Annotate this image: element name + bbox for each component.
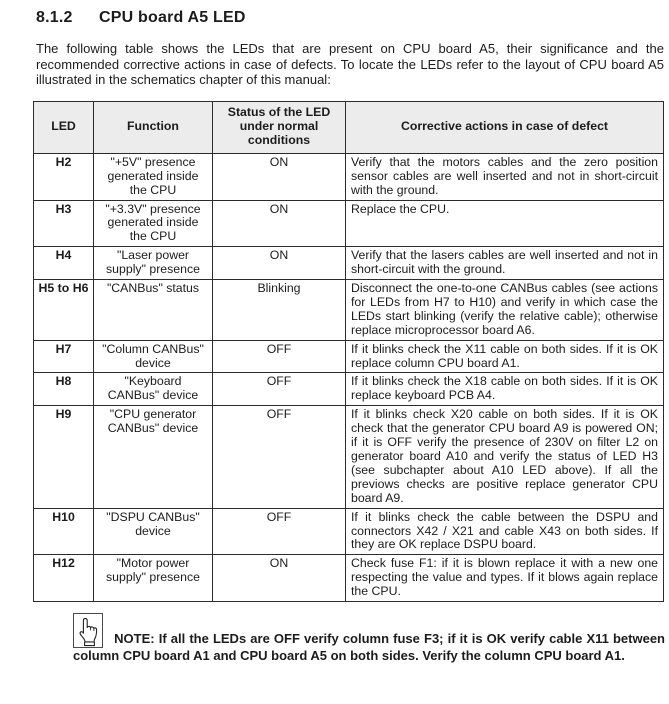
function-cell: "Laser power supply" presence — [94, 247, 213, 280]
header-function: Function — [94, 101, 213, 153]
led-cell: H2 — [34, 153, 94, 200]
action-cell: Verify that the motors cables and the zero position sensor cables are well inserted and not in short-circuit with the ground. — [346, 153, 664, 200]
status-cell: ON — [213, 153, 346, 200]
function-cell: "CANBus" status — [94, 280, 213, 341]
function-cell: "Keyboard CANBus" device — [94, 373, 213, 406]
table-row — [34, 555, 664, 602]
action-cell: If it blinks check the cable between the DSPU and connectors X42 / X21 and cable X43 on both sides. If they are OK replace DSPU board. — [346, 508, 664, 555]
led-cell: H5 to H6 — [34, 280, 94, 341]
section-heading — [36, 9, 662, 27]
led-cell: H4 — [34, 247, 94, 280]
status-cell: OFF — [213, 373, 346, 406]
function-cell: "Column CANBus" device — [94, 340, 213, 373]
action-cell: Disconnect the one-to-one CANBus cables (see actions for LEDs from H7 to H10) and verify in which case the LEDs start blinking (verify the relative cable); otherwise replace microprocessor board A6. — [346, 280, 664, 341]
pointing-hand-icon — [73, 613, 103, 648]
section-title: CPU board A5 LED — [99, 9, 246, 26]
table-row — [34, 340, 664, 373]
status-cell: ON — [213, 247, 346, 280]
table-header-row — [34, 101, 664, 153]
function-cell: "CPU generator CANBus" device — [94, 406, 213, 508]
status-cell: OFF — [213, 406, 346, 508]
header-corrective-actions: Corrective actions in case of defect — [346, 101, 664, 153]
note-text: If all the LEDs are OFF verify column fuse F3; if it is OK verify cable X11 between column CPU board A1 and CPU board A5 on both sides. Verify the column CPU board A1. — [73, 631, 665, 664]
table-row — [34, 406, 664, 508]
led-cell: H3 — [34, 200, 94, 247]
led-cell: H10 — [34, 508, 94, 555]
function-cell: "Motor power supply" presence — [94, 555, 213, 602]
note-label: NOTE: — [114, 631, 155, 647]
header-led: LED — [34, 101, 94, 153]
header-status: Status of the LED under normal conditions — [213, 101, 346, 153]
section-number: 8.1.2 — [36, 9, 73, 26]
led-cell: H8 — [34, 373, 94, 406]
function-cell: "DSPU CANBus" device — [94, 508, 213, 555]
status-cell: Blinking — [213, 280, 346, 341]
action-cell: If it blinks check the X18 cable on both sides. If it is OK replace keyboard PCB A4. — [346, 373, 664, 406]
status-cell: ON — [213, 555, 346, 602]
action-cell: If it blinks check the X11 cable on both sides. If it is OK replace column CPU board A1. — [346, 340, 664, 373]
led-cell: H7 — [34, 340, 94, 373]
table-row — [34, 373, 664, 406]
table-row — [34, 508, 664, 555]
status-cell: OFF — [213, 508, 346, 555]
led-table-body — [34, 153, 664, 601]
table-row — [34, 280, 664, 341]
led-cell: H12 — [34, 555, 94, 602]
action-cell: If it blinks check X20 cable on both sides. If it is OK check that the generator CPU board A9 is powered ON; if it is OFF verify the presence of 230V on filter L2 on generator board A10 and verify the status of LED H3 (see subchapter about A10 LED above). If all the previows checks are positive replace generator CPU board A9. — [346, 406, 664, 508]
status-cell: ON — [213, 200, 346, 247]
function-cell: "+5V" presence generated inside the CPU — [94, 153, 213, 200]
table-row — [34, 247, 664, 280]
intro-paragraph: The following table shows the LEDs that are present on CPU board A5, their significance and the recommended corrective actions in case of defects. To locate the LEDs refer to the layout of CPU board A5 illustrated in the schematics chapter of this manual: — [36, 41, 664, 88]
note-block — [73, 613, 665, 664]
function-cell: "+3.3V" presence generated inside the CPU — [94, 200, 213, 247]
action-cell: Verify that the lasers cables are well inserted and not in short-circuit with the ground. — [346, 247, 664, 280]
led-cell: H9 — [34, 406, 94, 508]
action-cell: Replace the CPU. — [346, 200, 664, 247]
table-row — [34, 200, 664, 247]
status-cell: OFF — [213, 340, 346, 373]
led-table — [33, 101, 664, 602]
table-row — [34, 153, 664, 200]
action-cell: Check fuse F1: if it is blown replace it with a new one respecting the value and types. If it blows again replace the CPU. — [346, 555, 664, 602]
